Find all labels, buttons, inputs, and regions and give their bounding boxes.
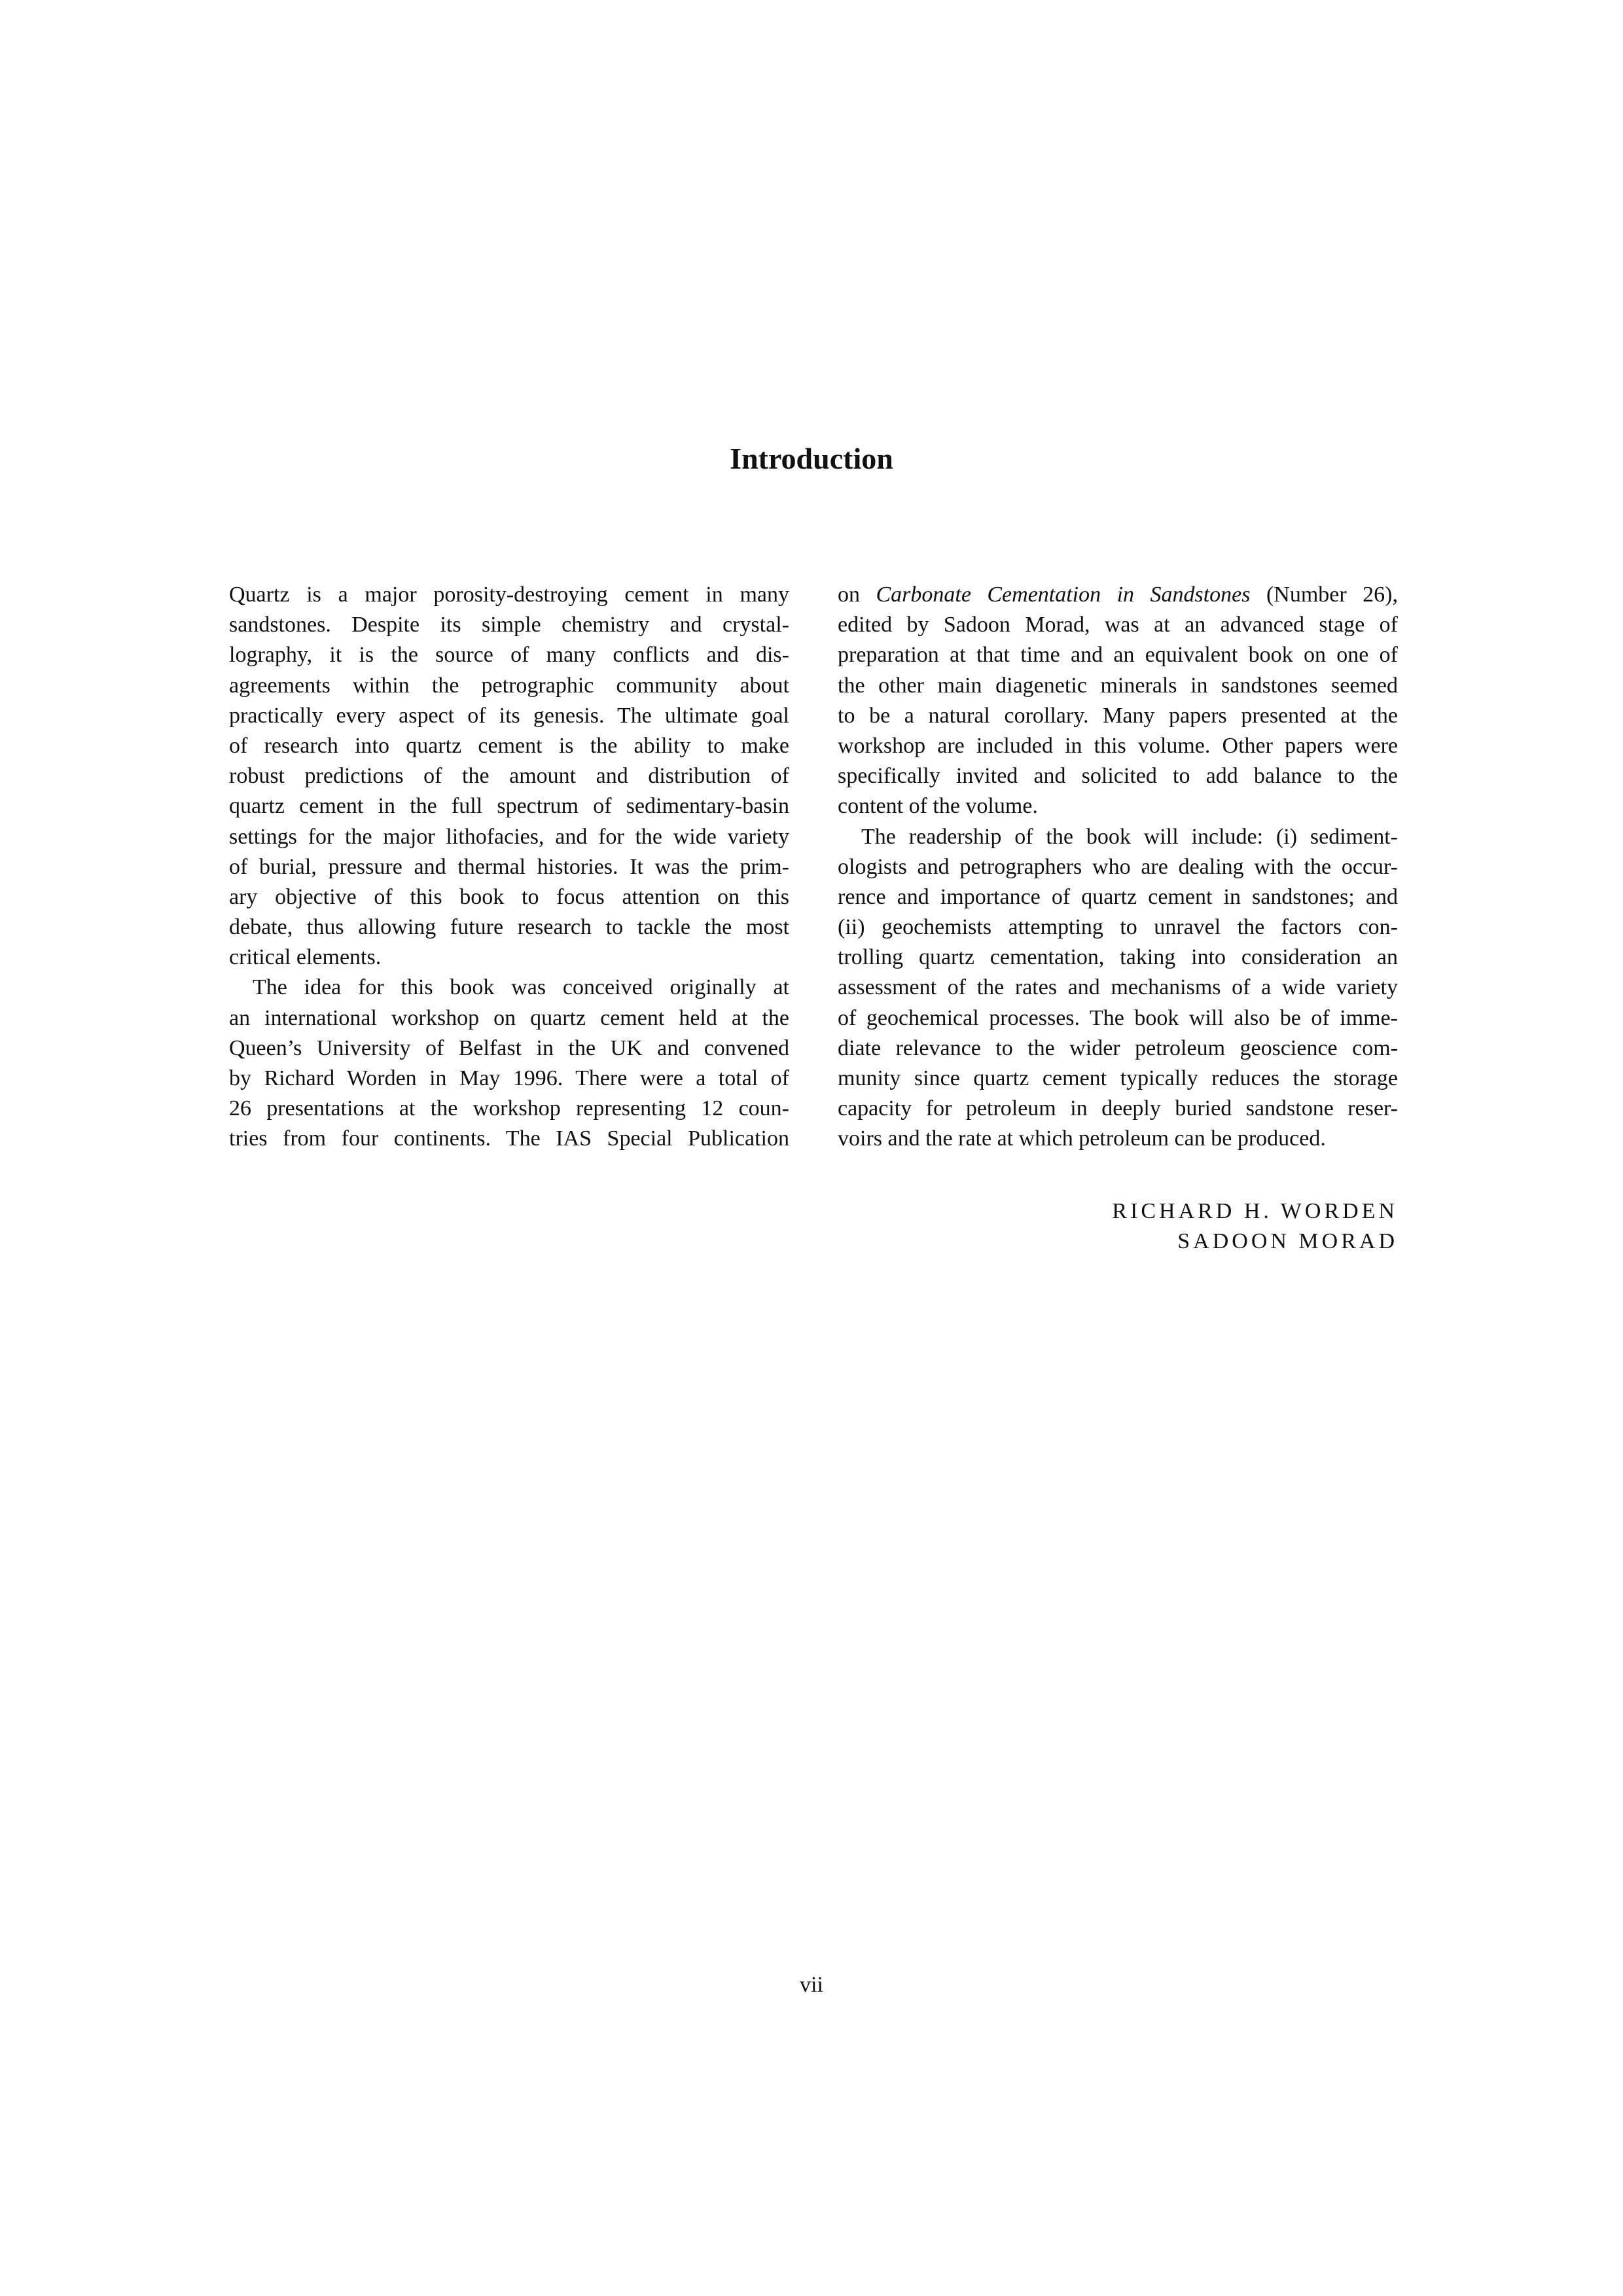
text-line: to be a natural corollary. Many papers presented at the [838,703,1398,728]
page-number: vii [800,1973,823,1997]
text-line: lography, it is the source of many conflicts and dis- [229,643,789,668]
text-line: sandstones. Despite its simple chemistry and crystal- [229,613,789,637]
text-line: The idea for this book was conceived originally at [253,975,789,1000]
text-line: debate, thus allowing future research to tackle the most [229,915,789,940]
text-line: of research into quartz cement is the ability to make [229,733,789,758]
text-line: ary objective of this book to focus attention on this [229,884,789,909]
text-line: of burial, pressure and thermal histories. It was the prim- [229,854,789,879]
paragraph-3 [838,822,1398,1155]
text-line: Quartz is a major porosity-destroying cement in many [229,583,789,607]
author-name: SADOON MORAD [1177,1229,1398,1253]
text-line: agreements within the petrographic community about [229,673,789,698]
text-line [838,580,1398,610]
text-line: diate relevance to the wider petroleum geoscience com- [838,1035,1398,1060]
text-line: of geochemical processes. The book will also be of imme- [838,1005,1398,1030]
text-line: content of the volume. [838,794,1038,819]
text-fragment: on [838,583,876,607]
text-line: voirs and the rate at which petroleum can be produced. [838,1126,1326,1151]
text-line: assessment of the rates and mechanisms of a wide variety [838,975,1398,1000]
text-line: specifically invited and solicited to add balance to the [838,764,1398,789]
text-line: by Richard Worden in May 1996. There were a total of [229,1066,789,1090]
paragraph-2-continued [838,580,1398,822]
page-title: Introduction [730,441,893,475]
text-line: edited by Sadoon Morad, was at an advanced stage of [838,613,1398,637]
text-line: rence and importance of quartz cement in sandstones; and [838,884,1398,909]
text-line: practically every aspect of its genesis. The ultimate goal [229,703,789,728]
text-line: The readership of the book will include: (i) sediment- [861,824,1398,849]
right-column [838,580,1398,1155]
book-title-reference: Carbonate Cementation in Sandstones [876,583,1251,607]
text-line: trolling quartz cementation, taking into consideration an [838,945,1398,970]
paragraph-2 [229,973,789,1154]
text-fragment: (Number 26), [1250,583,1399,607]
text-line: quartz cement in the full spectrum of sedimentary-basin [229,794,789,819]
author-signatures [838,1196,1398,1257]
text-line: robust predictions of the amount and distribution of [229,764,789,789]
text-line: workshop are included in this volume. Other papers were [838,733,1398,758]
text-line: an international workshop on quartz cement held at the [229,1005,789,1030]
text-line: the other main diagenetic minerals in sandstones seemed [838,673,1398,698]
text-line: settings for the major lithofacies, and for the wide variety [229,824,789,849]
text-line: munity since quartz cement typically reduces the storage [838,1066,1398,1090]
text-line: preparation at that time and an equivalent book on one of [838,643,1398,668]
paragraph-1 [229,580,789,973]
text-line: 26 presentations at the workshop representing 12 coun- [229,1096,789,1121]
text-line: Queen’s University of Belfast in the UK and convened [229,1035,789,1060]
text-line: ologists and petrographers who are dealing with the occur- [838,854,1398,879]
author-name: RICHARD H. WORDEN [1112,1199,1398,1223]
text-line: (ii) geochemists attempting to unravel the factors con- [838,915,1398,940]
left-column [229,580,789,1155]
text-line: critical elements. [229,945,382,970]
text-line: tries from four continents. The IAS Special Publication [229,1126,789,1151]
text-line: capacity for petroleum in deeply buried sandstone reser- [838,1096,1398,1121]
